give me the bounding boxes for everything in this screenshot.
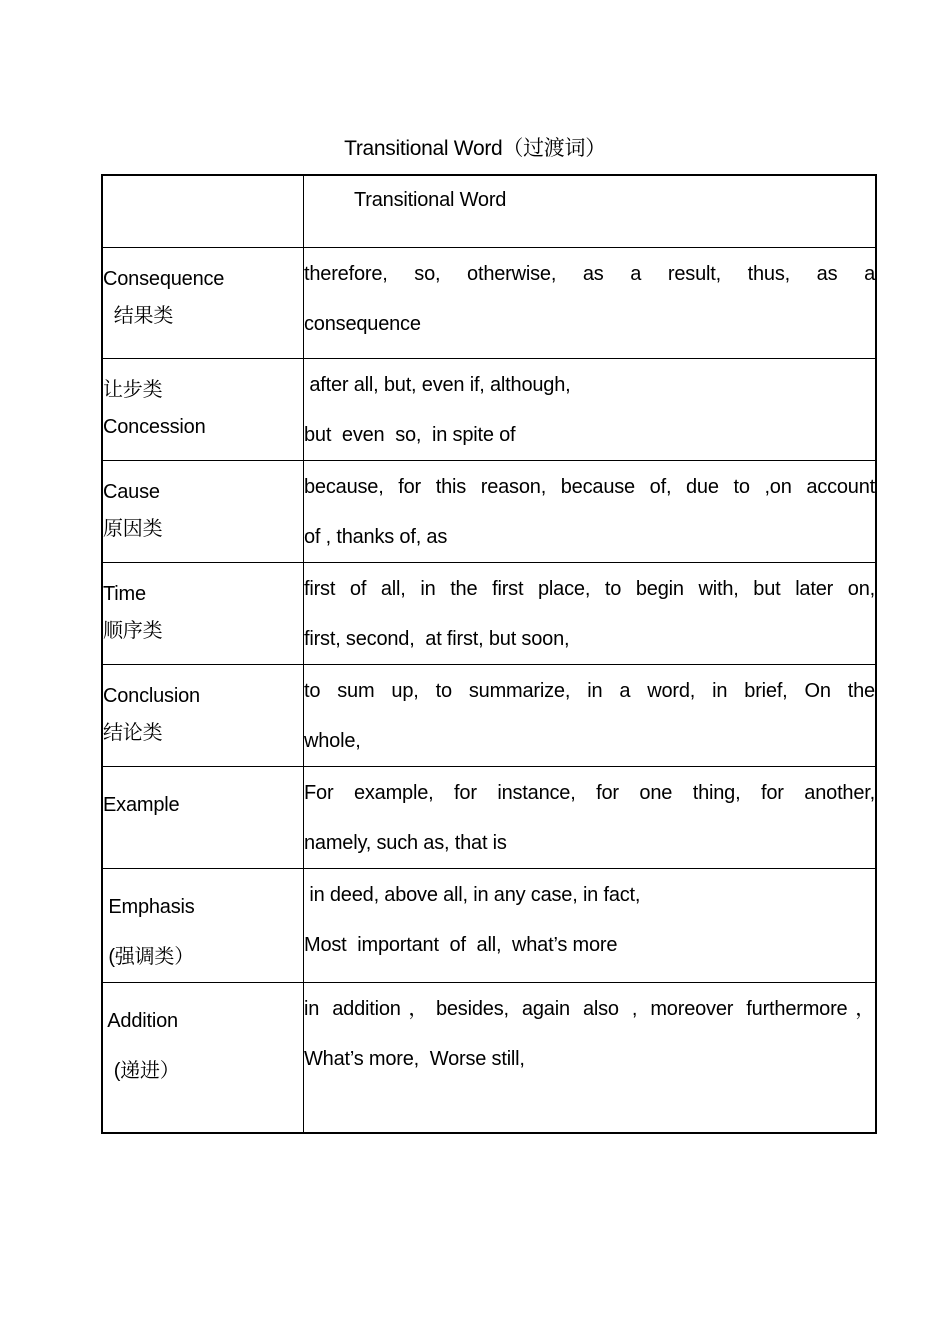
category-label-line: 原因类	[103, 517, 163, 540]
transitional-words-cell	[304, 562, 877, 664]
table-row	[102, 358, 876, 460]
table-row	[102, 766, 876, 868]
transitional-words-line: in deed, above all, in any case, in fact,	[304, 883, 641, 906]
transitional-word-table	[101, 174, 877, 1134]
transitional-words-line: whole,	[304, 729, 361, 752]
transitional-words-line: first, second, at first, but soon,	[304, 627, 570, 650]
transitional-words-line: to sum up, to summarize, in a word, in brief, On the	[304, 679, 875, 702]
transitional-words-line: because, for this reason, because of, due to ,on account	[304, 475, 875, 498]
table-row	[102, 562, 876, 664]
category-label-line: Conclusion	[103, 684, 200, 707]
transitional-words-cell	[304, 358, 877, 460]
category-cell	[102, 664, 304, 766]
category-label-line: 顺序类	[103, 619, 163, 642]
transitional-words-line: consequence	[304, 312, 421, 335]
table-row	[102, 664, 876, 766]
transitional-words-cell	[304, 664, 877, 766]
category-cell	[102, 460, 304, 562]
table-row	[102, 460, 876, 562]
table-row	[102, 247, 876, 358]
transitional-words-cell	[304, 982, 877, 1133]
category-cell	[102, 562, 304, 664]
header-cell-empty	[102, 175, 304, 247]
transitional-words-cell	[304, 247, 877, 358]
category-label-line: Consequence	[103, 267, 225, 290]
category-cell	[102, 868, 304, 982]
transitional-words-line: namely, such as, that is	[304, 831, 507, 854]
transitional-words-line: For example, for instance, for one thing, for another,	[304, 781, 875, 804]
transitional-words-line: of , thanks of, as	[304, 525, 448, 548]
category-label-line: Time	[103, 582, 146, 605]
transitional-words-line: first of all, in the first place, to begin with, but later on,	[304, 577, 875, 600]
category-label-line: 结果类	[103, 304, 174, 327]
transitional-words-cell	[304, 868, 877, 982]
category-label-line: (强调类）	[103, 945, 195, 968]
category-cell	[102, 766, 304, 868]
category-label-line: (递进）	[103, 1059, 180, 1082]
category-label-line: 结论类	[103, 721, 163, 744]
category-label-line: Example	[103, 793, 180, 816]
transitional-words-cell	[304, 766, 877, 868]
transitional-words-line: in addition，besides, again also , moreover furthermore，	[304, 997, 875, 1020]
transitional-words-line: What’s more, Worse still,	[304, 1047, 525, 1070]
transitional-words-cell	[304, 460, 877, 562]
category-cell	[102, 358, 304, 460]
transitional-words-line: Most important of all, what’s more	[304, 933, 618, 956]
category-label-line: Cause	[103, 480, 160, 503]
category-label-line: Concession	[103, 415, 206, 438]
category-label-line: Emphasis	[103, 895, 195, 918]
document-title: Transitional Word（过渡词）	[344, 137, 606, 160]
table-row	[102, 868, 876, 982]
category-label-line: Addition	[103, 1009, 178, 1032]
transitional-words-line: after all, but, even if, although,	[304, 373, 571, 396]
category-cell	[102, 247, 304, 358]
table-row	[102, 982, 876, 1133]
transitional-words-line: therefore, so, otherwise, as a result, thus, as a	[304, 262, 875, 285]
header-label: Transitional Word	[354, 189, 507, 211]
category-label-line: 让步类	[103, 378, 163, 401]
category-cell	[102, 982, 304, 1133]
transitional-words-line: but even so, in spite of	[304, 423, 516, 446]
